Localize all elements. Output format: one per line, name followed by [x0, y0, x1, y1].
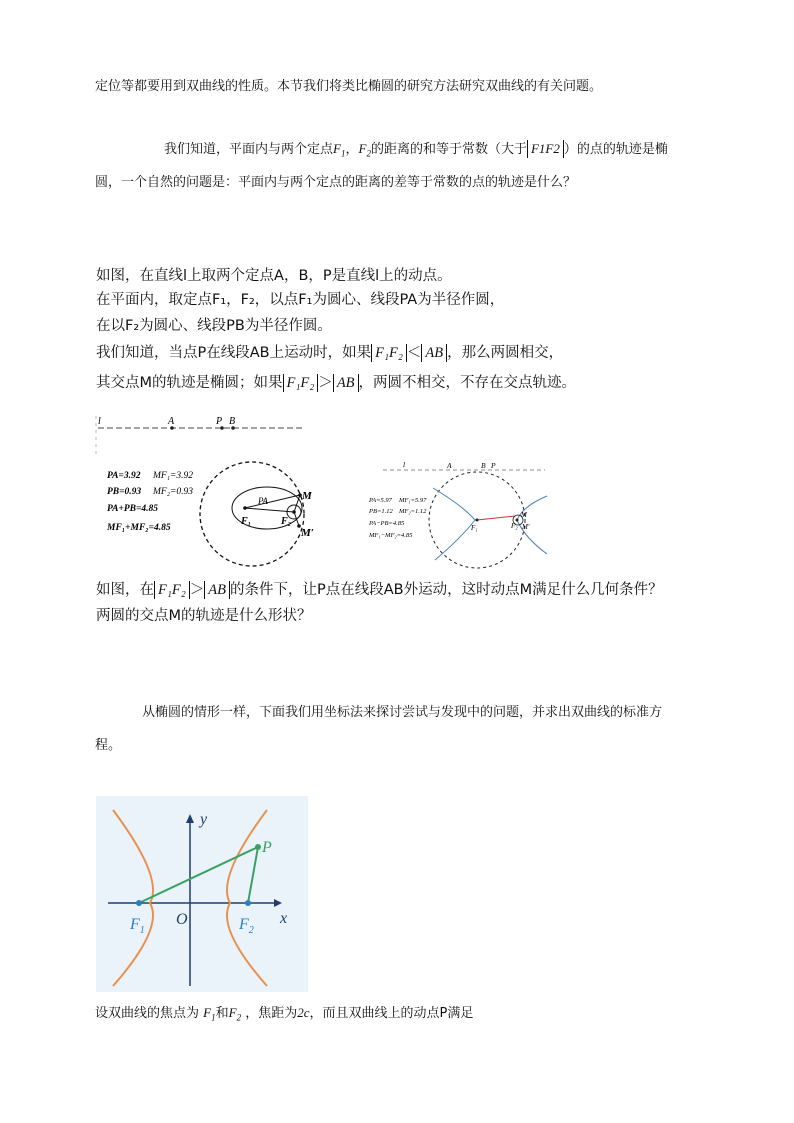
- label-p: P: [262, 839, 272, 856]
- left-branch: [433, 488, 475, 560]
- text-seg: 我们知道，当点P在线段AB上运动时，如果: [96, 345, 372, 361]
- reading-mf1: MF₁=3.92: [153, 471, 194, 481]
- reading-pb: PB=0.93: [107, 487, 142, 497]
- reading-pa: PA=3.92: [107, 471, 141, 481]
- text-seg: ，而且双曲线上的动点P满足: [309, 1006, 474, 1021]
- reading-diff-mf: MF₁−MF₂=4.85: [369, 532, 413, 539]
- abs-ab: AB: [421, 344, 447, 362]
- point-f1: [243, 506, 247, 510]
- method-line-2: 程。: [95, 738, 122, 753]
- greater-than: ＞: [318, 375, 333, 391]
- segment-f1-f2: [245, 508, 294, 512]
- hyperbola-coordinate-figure: [96, 796, 308, 992]
- label-f2: F₂: [511, 522, 518, 530]
- label-p: P: [491, 461, 496, 470]
- reading-mf2: MF₂=0.93: [153, 487, 194, 497]
- label-b: B: [229, 416, 236, 427]
- label-f1: $F_1$: [130, 916, 145, 936]
- text-seg: 的距离的和等于常数（大于: [370, 142, 527, 157]
- text-seg: ，那么两圆相交，: [447, 345, 564, 361]
- construction-line-5: [96, 373, 576, 393]
- text-seg: 如图，在: [96, 582, 154, 598]
- label-pa: PA: [258, 496, 268, 506]
- focus-f2: $F_2$: [228, 1005, 242, 1023]
- construction-line-2: 在平面内，取定点F₁，F₂，以点F₁为圆心、线段PA为半径作圆，: [96, 292, 505, 308]
- method-line-1: 从椭圆的情形一样，下面我们用坐标法来探讨尝试与发现中的问题，并求出双曲线的标准方: [142, 705, 663, 720]
- label-l: l: [98, 416, 101, 427]
- intro-line: 定位等都要用到双曲线的性质。本节我们将类比椭圆的研究方法研究双曲线的有关问题。: [95, 79, 603, 94]
- point-p: [255, 844, 261, 850]
- less-than: ＜: [406, 345, 422, 361]
- label-m2: M′: [522, 523, 530, 531]
- abs-f1f2: F₁F₂: [371, 344, 407, 362]
- text-seg: ）的点的轨迹是椭: [563, 142, 668, 157]
- reading-sum-pa-pb: PA+PB=4.85: [107, 504, 159, 514]
- dashed-circle: [200, 462, 304, 566]
- text-seg: 我们知道，平面内与两个定点: [164, 142, 334, 157]
- text-seg: 其交点M的轨迹是椭圆；如果: [96, 375, 283, 391]
- label-p: P: [216, 416, 223, 427]
- label-b: B: [481, 461, 486, 470]
- reading-pa: PA=5.97: [369, 497, 392, 504]
- point-f1: [136, 900, 142, 906]
- segment-f1-m: [245, 495, 300, 508]
- text-seg: ，焦距为: [241, 1006, 298, 1021]
- construction-line-4: [96, 343, 563, 363]
- segment-f1-m: [477, 516, 515, 520]
- focus-f1: $F_1$: [333, 141, 346, 159]
- reading-mf2: MF₂=1.12: [399, 508, 427, 515]
- point-f2: [292, 510, 296, 514]
- label-f2: $F_2$: [239, 916, 254, 936]
- label-o: O: [176, 911, 188, 928]
- reading-sum-mf: MF₁+MF₂=4.85: [107, 523, 171, 533]
- label-a: A: [168, 416, 175, 427]
- line-l-figure: [94, 412, 314, 452]
- setup-line: [95, 1004, 473, 1027]
- label-x: x: [280, 910, 288, 927]
- abs-ab: AB: [333, 374, 359, 392]
- label-m2: M′: [301, 527, 314, 539]
- label-y: y: [200, 811, 208, 828]
- text-seg: 设双曲线的焦点为: [95, 1006, 204, 1021]
- label-m: M: [521, 511, 527, 519]
- text-seg: 和: [215, 1006, 229, 1021]
- focal-distance: 2c: [297, 1005, 310, 1020]
- point-f2: [245, 900, 251, 906]
- question-line-1: [96, 580, 663, 600]
- point-f1: [476, 519, 479, 522]
- hyperbola-construction-figure: [365, 458, 555, 578]
- label-f1: F₁: [471, 524, 478, 532]
- abs-ab: AB: [204, 581, 230, 599]
- construction-line-3: 在以F₂为圆心、线段PB为半径作圆。: [96, 318, 332, 334]
- reading-diff-pa-pb: PA−PB=4.85: [369, 520, 405, 527]
- construction-line-1: 如图，在直线l上取两个定点A，B，P是直线l上的动点。: [96, 268, 452, 284]
- greater-than: ＞: [189, 582, 205, 598]
- abs-f1f2: F1F2: [527, 140, 564, 158]
- reading-pb: PB=1.12: [369, 508, 393, 515]
- label-l: l: [403, 460, 406, 469]
- abs-f1f2: F₁F₂: [283, 374, 319, 392]
- text-seg: ，两圆不相交，不存在交点轨迹。: [358, 375, 577, 391]
- label-m: M: [302, 490, 312, 502]
- label-f2: F₂: [281, 516, 292, 527]
- ellipse-recall-line-2: 圆，一个自然的问题是：平面内与两个定点的距离的差等于常数的点的轨迹是什么？: [95, 175, 577, 190]
- focus-f1: $F_1$: [203, 1005, 216, 1023]
- focus-f2: $F_2$: [358, 141, 371, 159]
- label-a: A: [447, 461, 452, 470]
- ellipse-construction-figure: [105, 458, 345, 578]
- text-seg: 的条件下，让P点在线段AB外运动，这时动点M满足什么几何条件？: [230, 582, 663, 598]
- separator: ，: [345, 142, 359, 157]
- reading-mf1: MF₁=5.97: [399, 497, 427, 504]
- question-line-2: 两圆的交点M的轨迹是什么形状？: [96, 608, 312, 624]
- abs-f1f2: F₁F₂: [154, 581, 190, 599]
- ellipse-recall-line-1: [164, 140, 668, 163]
- label-f1: F₁: [241, 516, 252, 527]
